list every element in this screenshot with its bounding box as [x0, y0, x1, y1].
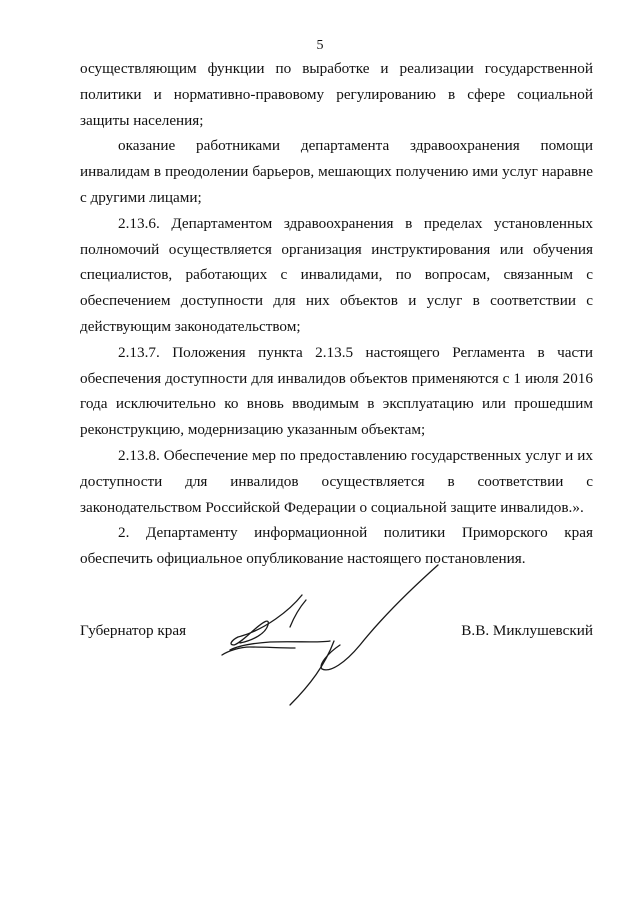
- paragraph-2: оказание работниками департамента здравоохранения помощи инвалидам в преодолении барьеров, мешающих получению ими услуг наравне с другими лицами;: [80, 137, 593, 206]
- document-body: [80, 56, 593, 572]
- handwritten-signature: [210, 545, 470, 715]
- paragraph-5: 2.13.8. Обеспечение мер по предоставлению государственных услуг и их доступности для инвалидов осуществляется в соответствии с законодательством Российской Федерации о социальной защите инвалидов.».: [80, 446, 593, 516]
- paragraph-1: осуществляющим функции по выработке и реализации государственной политики и нормативно-правовому регулированию в сфере социальной защиты населения;: [80, 60, 593, 129]
- position-title: Губернатор края: [80, 622, 187, 639]
- paragraph-3: 2.13.6. Департаментом здравоохранения в пределах установленных полномочий осуществляется организация инструктирования или обучения специалистов, работающих с инвалидами, по вопросам, связанным с обеспечением доступности для них объектов и услуг в соответствии с действующим законодательством;: [80, 214, 593, 335]
- signer-name: В.В. Миклушевский: [461, 622, 593, 639]
- paragraph-4: 2.13.7. Положения пункта 2.13.5 настоящего Регламента в части обеспечения доступности для инвалидов объектов применяются с 1 июля 2016 года исключительно ко вновь вводимым в эксплуатацию или прошедшим реконструкцию, модернизацию указанным объектам;: [80, 343, 593, 439]
- page-number: 5: [316, 38, 324, 53]
- paragraph-6: 2. Департаменту информационной политики Приморского края обеспечить официальное опубликование настоящего постановления.: [80, 524, 593, 568]
